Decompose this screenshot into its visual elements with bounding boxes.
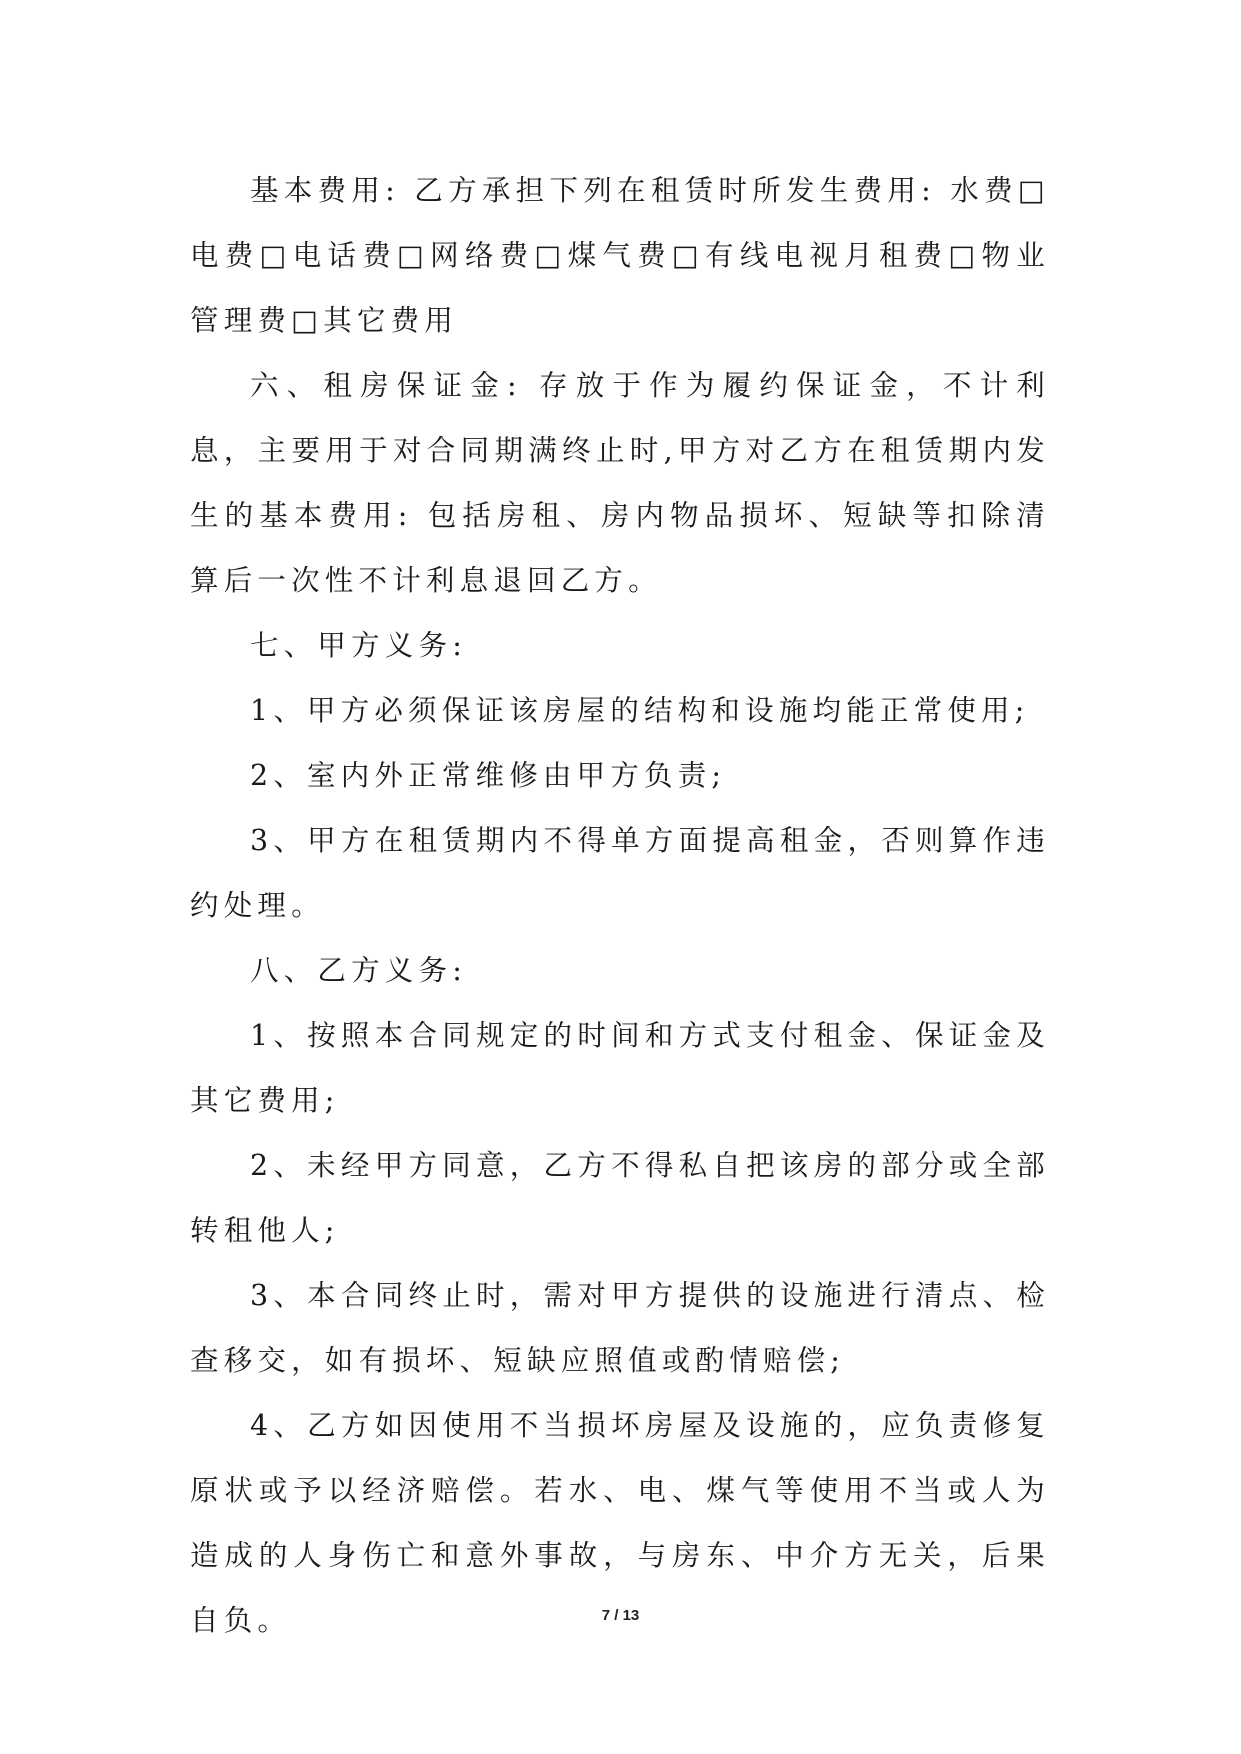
paragraph-party-a-item-2: 2、室内外正常维修由甲方负责; — [250, 759, 727, 792]
paragraph-party-a-item-1: 1、甲方必须保证该房屋的结构和设施均能正常使用; — [250, 694, 1030, 727]
paragraph-party-b-item-2: 2、未经甲方同意，乙方不得私自把该房的部分或全部转租他人; — [190, 1149, 1050, 1247]
paragraph-deposit: 六、租房保证金: 存放于作为履约保证金，不计利息，主要用于对合同期满终止时,甲方对乙方在租赁期内发生的基本费用: 包括房租、房内物品损坏、短缺等扣除清算后一次性不计利息退回乙方。 — [190, 369, 1050, 597]
document-body — [190, 158, 1050, 1653]
paragraph-basic-fees: 基本费用: 乙方承担下列在租赁时所发生费用: 水费□电费□电话费□网络费□煤气费□有线电视月租费□物业管理费□其它费用 — [190, 174, 1050, 337]
paragraph-party-b-item-4: 4、乙方如因使用不当损坏房屋及设施的，应负责修复原状或予以经济赔偿。若水、电、煤气等使用不当或人为造成的人身伤亡和意外事故，与房东、中介方无关，后果自负。 — [190, 1409, 1050, 1637]
heading-party-a-obligations: 七、甲方义务: — [250, 629, 468, 662]
paragraph-party-b-item-3: 3、本合同终止时，需对甲方提供的设施进行清点、检查移交，如有损坏、短缺应照值或酌情赔偿; — [190, 1279, 1050, 1377]
page-number: 7 / 13 — [601, 1607, 640, 1624]
paragraph-party-a-item-3: 3、甲方在租赁期内不得单方面提高租金，否则算作违约处理。 — [190, 824, 1050, 922]
heading-party-b-obligations: 八、乙方义务: — [250, 954, 468, 987]
paragraph-party-b-item-1: 1、按照本合同规定的时间和方式支付租金、保证金及其它费用; — [190, 1019, 1050, 1117]
